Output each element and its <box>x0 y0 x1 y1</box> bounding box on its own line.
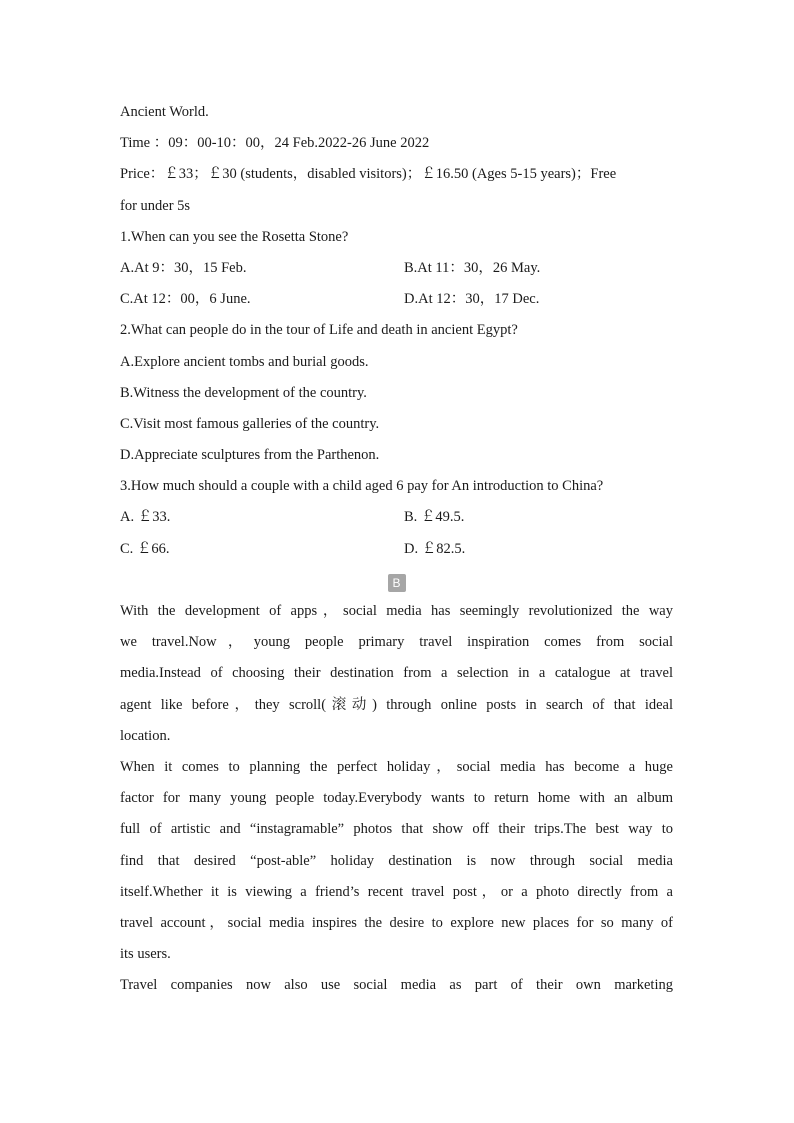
question-2-stem: 2.What can people do in the tour of Life and death in ancient Egypt? <box>120 322 518 339</box>
question-1-options-row-2 <box>120 287 673 318</box>
info-price-line1: Price：￡33；￡30 (students，disabled visitors)；￡16.50 (Ages 5-15 years)；Free <box>120 166 617 183</box>
passage-p1-line-4: agent like before，they scroll(滚动) through online posts in search of that ideal <box>120 696 673 713</box>
question-1-option-d: D.At 12：30，17 Dec. <box>404 291 540 308</box>
passage-p2-line-7: its users. <box>120 946 171 963</box>
info-time: Time ：09：00-10：00，24 Feb.2022-26 June 2022 <box>120 135 430 152</box>
passage-p1-line-2: we travel.Now，young people primary travel inspiration comes from social <box>120 634 673 651</box>
question-2-option-a: A.Explore ancient tombs and burial goods. <box>120 353 369 370</box>
question-1-stem: 1.When can you see the Rosetta Stone? <box>120 228 349 245</box>
question-2-option-d: D.Appreciate sculptures from the Parthenon. <box>120 447 380 464</box>
passage-p2-line-3: full of artistic and “instagramable” photos that show off their trips.The best way to <box>120 821 673 838</box>
question-3-stem: 3.How much should a couple with a child aged 6 pay for An introduction to China? <box>120 478 604 495</box>
section-badge: B <box>388 574 406 592</box>
document-content <box>120 100 673 1004</box>
info-title: Ancient World. <box>120 104 209 120</box>
passage-p1-line-1: With the development of apps，social media has seemingly revolutionized the way <box>120 603 673 619</box>
question-3-option-b: B. ￡49.5. <box>404 509 465 526</box>
passage-p1-line-5: location. <box>120 727 171 744</box>
passage-p2-line-2: factor for many young people today.Everybody wants to return home with an album <box>120 790 673 807</box>
passage-p2-line-1: When it comes to planning the perfect holiday，social media has become a huge <box>120 758 673 775</box>
question-3-options-row-1 <box>120 505 673 536</box>
section-badge-row <box>120 568 673 599</box>
question-3-option-d: D. ￡82.5. <box>404 540 466 557</box>
info-price-line2: for under 5s <box>120 197 191 214</box>
question-3-option-a: A. ￡33. <box>120 509 171 526</box>
question-1-option-c: C.At 12：00，6 June. <box>120 291 251 308</box>
passage-p3-line-1: Travel companies now also use social media as part of their own marketing <box>120 977 673 994</box>
passage-p2-line-4: find that desired “post-able” holiday destination is now through social media <box>120 852 673 869</box>
question-3-options-row-2 <box>120 537 673 568</box>
passage-p2-line-6: travel account，social media inspires the desire to explore new places for so many of <box>120 914 673 931</box>
passage-p1-line-3: media.Instead of choosing their destination from a selection in a catalogue at travel <box>120 665 673 682</box>
passage-p2-line-5: itself.Whether it is viewing a friend’s recent travel post，or a photo directly from a <box>120 883 673 900</box>
question-1-option-b: B.At 11：30，26 May. <box>404 259 541 276</box>
question-3-option-c: C. ￡66. <box>120 540 170 557</box>
question-2-option-b: B.Witness the development of the country. <box>120 384 367 401</box>
question-1-options-row-1 <box>120 256 673 287</box>
question-2-option-c: C.Visit most famous galleries of the country. <box>120 415 380 432</box>
question-1-option-a: A.At 9：30，15 Feb. <box>120 259 247 276</box>
